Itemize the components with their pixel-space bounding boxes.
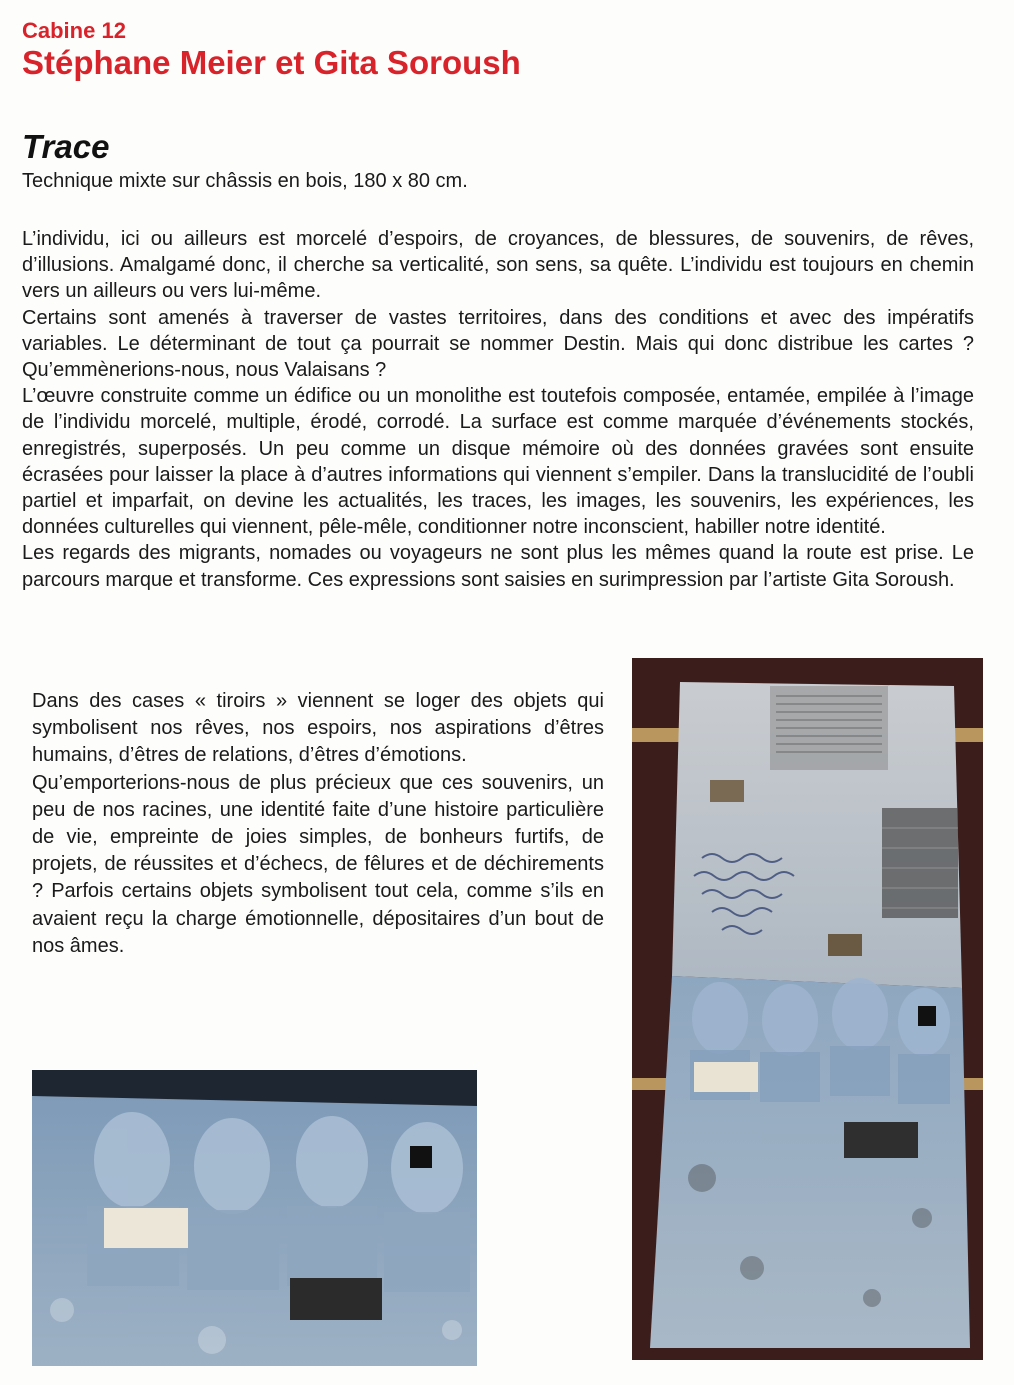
main-description <box>22 226 974 593</box>
main-paragraph-2: Certains sont amenés à traverser de vastes territoires, dans des conditions et avec des impératifs variables. Le déterminant de tout ça pourrait se nommer Destin. Mais qui donc distribue les cartes ? Qu’emmènerions-nous, nous Valaisans ? <box>22 306 974 382</box>
artwork-photo-full <box>632 658 983 1360</box>
side-paragraph-2: Qu’emporterions-nous de plus précieux que ces souvenirs, un peu de nos racines, une identité faite d’une histoire particulière de vie, empreinte de joies simples, de bonheurs furtifs, de projets, de réussites et d’échecs, de fêlures et de déchirements ? Parfois certains objets symbolisent tout cela, comme s’ils en avaient reçu la charge émotionnelle, dépositaires d’un bout de nos âmes. <box>32 771 604 957</box>
work-technique: Technique mixte sur châssis en bois, 180 x 80 cm. <box>22 170 468 192</box>
cabin-label: Cabine 12 <box>22 18 126 43</box>
artists-title: Stéphane Meier et Gita Soroush <box>22 44 521 81</box>
main-paragraph-1: L’individu, ici ou ailleurs est morcelé d’espoirs, de croyances, de blessures, de souvenirs, de rêves, d’illusions. Amalgamé donc, il cherche sa verticalité, son sens, sa quête. L’individu est toujours en chemin vers un ailleurs ou vers lui-même. <box>22 228 974 303</box>
main-paragraph-4: Les regards des migrants, nomades ou voyageurs ne sont plus les mêmes quand la route est prise. Le parcours marque et transforme. Ces expressions sont saisies en surimpression par l’artiste Gita Soroush. <box>22 542 974 591</box>
main-paragraph-3: L’œuvre construite comme un édifice ou un monolithe est toutefois composée, entamée, empilée à l’image de l’individu morcelé, multiple, érodé, corrodé. La surface est comme marquée d’événements stockés, enregistrés, superposés. Un peu comme un disque mémoire où des données gravées sont ensuite écrasées pour laisser la place à d’autres informations qui viennent s’empiler. Dans la translucidité de l’oubli partiel et imparfait, on devine les actualités, les traces, les images, les souvenirs, les expériences, les données culturelles qui viennent, pêle-mêle, conditionner notre inconscient, habiller notre identité. <box>22 385 974 539</box>
work-title: Trace <box>22 128 110 165</box>
side-description <box>32 688 604 960</box>
side-paragraph-1: Dans des cases « tiroirs » viennent se loger des objets qui symbolisent nos rêves, nos espoirs, nos aspirations d’êtres humains, d’êtres de relations, d’êtres d’émotions. <box>32 690 604 767</box>
artwork-photo-detail <box>32 1070 477 1366</box>
